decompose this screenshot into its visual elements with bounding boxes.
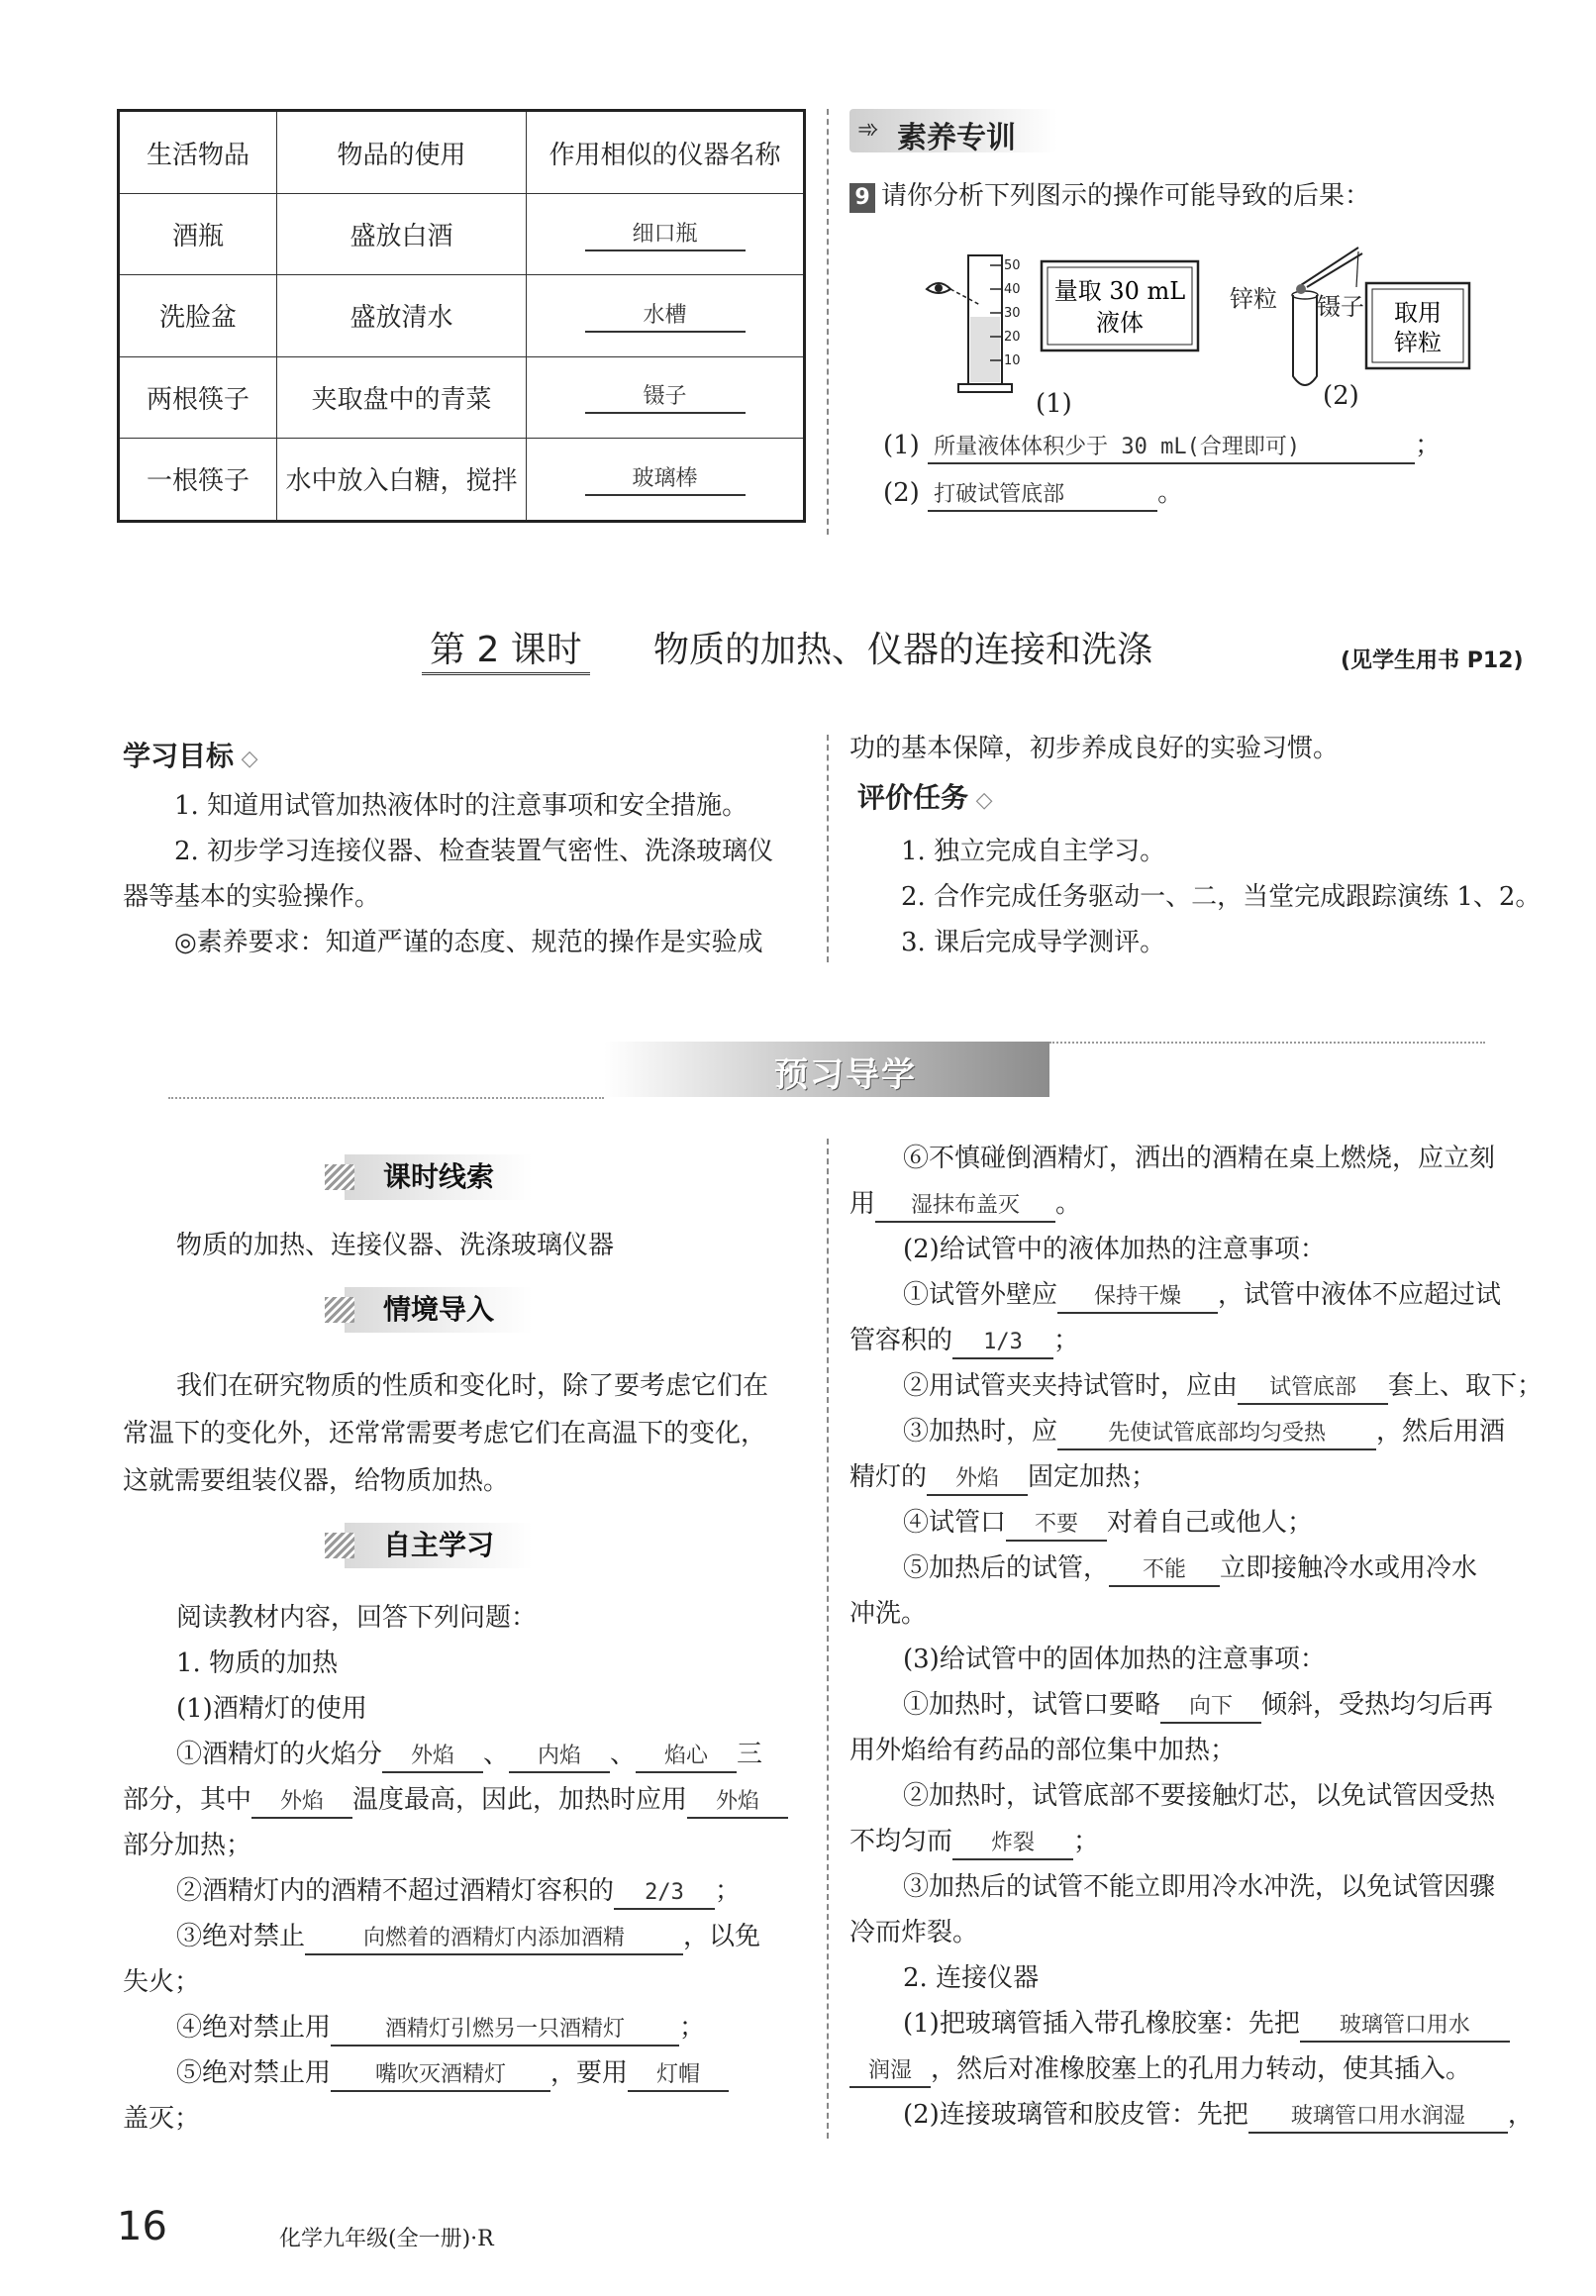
answer-2: (2) 打破试管底部 。: [883, 473, 1183, 513]
answer-blank: 向下: [1160, 1692, 1261, 1724]
text-line: 阅读教材内容，回答下列问题：: [176, 1603, 538, 1633]
clue-text: 物质的加热、连接仪器、洗涤玻璃仪器: [176, 1231, 615, 1260]
text-line: (2)连接玻璃管和胶皮管：先把 玻璃管口用水润湿 ，: [903, 2095, 1534, 2135]
arrow-icon: ➾: [857, 115, 879, 145]
table-header: 作用相似的仪器名称: [527, 111, 805, 194]
table-cell: 两根筷子: [119, 356, 277, 438]
lesson-ref: (见学生用书 P12): [1341, 649, 1524, 673]
table-cell: 酒瓶: [119, 194, 277, 275]
text-line: 部分加热；: [123, 1831, 252, 1860]
text-line: ⑤加热后的试管， 不能 立即接触冷水或用冷水: [903, 1548, 1477, 1588]
text-line: 不均匀而 炸裂 ；: [849, 1822, 1099, 1861]
text-line: ⑥不慎碰倒酒精灯，洒出的酒精在桌上燃烧，应立刻: [903, 1144, 1496, 1173]
table-cell: 夹取盘中的青菜: [277, 356, 527, 438]
task-line: 2. 合作完成任务驱动一、二，当堂完成跟踪演练 1、2。: [901, 882, 1542, 912]
answer-blank: 不能: [1109, 1555, 1220, 1587]
task-line: 1. 独立完成自主学习。: [901, 837, 1166, 866]
lesson-title: 物质的加热、仪器的连接和洗涤: [653, 630, 1153, 670]
tick-label: 20: [1004, 330, 1021, 345]
figure-measuring-cylinder: [921, 238, 1247, 416]
answer-blank: 1/3: [952, 1328, 1053, 1359]
intro-line: 我们在研究物质的性质和变化时，除了要考虑它们在: [176, 1371, 769, 1401]
column-divider: [827, 109, 829, 535]
text-line: ③加热时，应 先使试管底部均匀受热 ，然后用酒: [903, 1412, 1505, 1451]
fig1-label: (1): [1036, 389, 1072, 419]
answer-blank: 炸裂: [952, 1829, 1073, 1860]
intro-line: 常温下的变化外，还常常需要考虑它们在高温下的变化，: [123, 1419, 767, 1448]
answer-blank: 试管底部: [1238, 1373, 1388, 1405]
diamond-icon: ◇: [234, 747, 258, 771]
goal-line: 器等基本的实验操作。: [123, 882, 381, 912]
lesson-label: 第 2 课时: [422, 622, 590, 675]
text-line: 1. 物质的加热: [176, 1648, 339, 1678]
tick-label: 50: [1004, 258, 1021, 273]
text-line: (1)把玻璃管插入带孔橡胶塞：先把 玻璃管口用水: [903, 2004, 1510, 2044]
text-line: 冷而炸裂。: [849, 1918, 979, 1947]
zinc-label: 锌粒: [1230, 285, 1277, 313]
text-line: ④绝对禁止用 酒精灯引燃另一只酒精灯 ；: [176, 2008, 705, 2047]
fig1-box-line2: 液体: [1096, 309, 1144, 337]
text-line: 盖灭；: [123, 2104, 201, 2134]
text-line: ①加热时，试管口要略 向下 倾斜，受热均匀后再: [903, 1685, 1493, 1725]
answer-blank: 酒精灯引燃另一只酒精灯: [331, 2015, 679, 2046]
answer-blank: 润湿: [849, 2056, 931, 2088]
goals-heading: 学习目标 ◇: [123, 740, 258, 772]
instrument-table: [117, 109, 806, 523]
answer-blank: 灯帽: [628, 2060, 729, 2092]
table-header: 生活物品: [119, 111, 277, 194]
table-row: [119, 356, 805, 438]
book-title: 化学九年级(全一册)·R: [279, 2227, 494, 2251]
column-divider: [827, 1139, 829, 2139]
section-banner: 情境导入: [345, 1287, 533, 1333]
answer-blank: 水槽: [585, 301, 746, 333]
question-9: [849, 176, 1370, 216]
answer-blank: 打破试管底部: [928, 480, 1157, 512]
answer-blank: 外焰: [251, 1787, 352, 1819]
table-row: [119, 275, 805, 356]
answer-blank: 湿抹布盖灭: [875, 1191, 1055, 1223]
text-line: ③绝对禁止 向燃着的酒精灯内添加酒精 ，以免: [176, 1917, 760, 1956]
fig2-box-line1: 取用: [1394, 299, 1442, 327]
intro-line: 这就需要组装仪器，给物质加热。: [123, 1466, 510, 1496]
answer-blank: 镊子: [585, 382, 746, 414]
answer-blank: 玻璃管口用水: [1300, 2011, 1510, 2043]
section-banner: 自主学习: [345, 1523, 533, 1568]
text-line: ②加热时，试管底部不要接触灯芯，以免试管因受热: [903, 1781, 1496, 1811]
text-line: ④试管口 不要 对着自己或他人；: [903, 1503, 1313, 1543]
text-line: ②酒精灯内的酒精不超过酒精灯容积的 2/3 ；: [176, 1871, 741, 1911]
answer-blank: 玻璃管口用水润湿: [1248, 2102, 1508, 2134]
answer-blank: 先使试管底部均匀受热: [1057, 1419, 1376, 1450]
task-line: 3. 课后完成导学测评。: [901, 928, 1166, 957]
section-banner: 课时线索: [345, 1154, 533, 1200]
goal-line: 2. 初步学习连接仪器、检查装置气密性、洗涤玻璃仪: [174, 837, 774, 866]
answer-blank: 不要: [1006, 1510, 1107, 1542]
answer-1: (1) 所量液体体积少于 30 mL(合理即可) ；: [883, 426, 1441, 465]
table-cell: 盛放白酒: [277, 194, 527, 275]
suyang-title: 素养专训: [897, 121, 1016, 155]
preview-banner: [604, 1042, 1049, 1097]
table-cell: 洗脸盆: [119, 275, 277, 356]
text-line: ③加热后的试管不能立即用冷水冲洗，以免试管因骤: [903, 1872, 1496, 1902]
text-line: ⑤绝对禁止用 嘴吹灭酒精灯 ，要用 灯帽: [176, 2053, 729, 2093]
goal-line: ◎素养要求：知道严谨的态度、规范的操作是实验成: [174, 928, 763, 957]
diamond-icon: ◇: [968, 788, 993, 813]
tasks-heading: 评价任务 ◇: [857, 781, 993, 814]
answer-blank: 保持干燥: [1057, 1282, 1218, 1314]
table-cell: 一根筷子: [119, 438, 277, 521]
suyang-banner: [849, 109, 1057, 155]
table-row: [119, 194, 805, 275]
preview-divider-right: [1049, 1042, 1485, 1044]
question-number: 9: [849, 183, 875, 213]
text-line: 失火；: [123, 1967, 201, 1997]
answer-blank: 焰心: [636, 1742, 737, 1773]
answer-blank: 玻璃棒: [585, 464, 746, 496]
text-line: ②用试管夹夹持试管时，应由 试管底部 套上、取下；: [903, 1366, 1543, 1406]
text-line: (1)酒精灯的使用: [176, 1694, 367, 1724]
answer-blank: 嘴吹灭酒精灯: [331, 2060, 550, 2092]
goal-line: 功的基本保障，初步养成良好的实验习惯。: [849, 734, 1340, 763]
answer-blank: 细口瓶: [585, 220, 746, 251]
text-line: (3)给试管中的固体加热的注意事项：: [903, 1645, 1326, 1674]
text-line: ①酒精灯的火焰分 外焰 、 内焰 、 焰心 三: [176, 1735, 762, 1774]
text-line: ①试管外壁应 保持干燥 ，试管中液体不应超过试: [903, 1275, 1501, 1315]
answer-blank: 向燃着的酒精灯内添加酒精: [305, 1924, 683, 1955]
text-line: 冲洗。: [849, 1599, 928, 1629]
answer-blank: 外焰: [382, 1742, 483, 1773]
tick-label: 10: [1004, 353, 1021, 368]
table-cell: 水中放入白糖，搅拌: [277, 438, 527, 521]
fig2-box-line2: 锌粒: [1394, 329, 1442, 356]
question-text: 请你分析下列图示的操作可能导致的后果：: [881, 181, 1371, 211]
table-header-row: [119, 111, 805, 194]
text-line: 2. 连接仪器: [903, 1963, 1040, 1993]
text-line: 润湿 ，然后对准橡胶塞上的孔用力转动，使其插入。: [849, 2049, 1471, 2089]
text-line: 部分，其中 外焰 温度最高，因此，加热时应用 外焰: [123, 1780, 788, 1820]
column-divider: [827, 735, 829, 962]
tick-label: 30: [1004, 306, 1021, 321]
table-header: 物品的使用: [277, 111, 527, 194]
fig1-box-line1: 量取 30 mL: [1053, 277, 1186, 305]
fig2-label: (2): [1323, 381, 1359, 411]
text-line: 用外焰给有药品的部位集中加热；: [849, 1736, 1237, 1765]
answer-blank: 所量液体体积少于 30 mL(合理即可): [928, 433, 1415, 464]
preview-banner-title: 预习导学: [774, 1055, 917, 1095]
page-number: 16: [117, 2204, 167, 2249]
tick-label: 40: [1004, 282, 1021, 297]
text-line: 管容积的 1/3 ；: [849, 1321, 1079, 1360]
answer-blank: 2/3: [614, 1878, 715, 1910]
text-line: 精灯的 外焰 固定加热；: [849, 1457, 1156, 1497]
text-line: 用 湿抹布盖灭 。: [849, 1184, 1081, 1224]
answer-blank: 外焰: [687, 1787, 788, 1819]
table-row: [119, 438, 805, 521]
preview-divider-left: [168, 1097, 604, 1099]
answer-blank: 内焰: [509, 1742, 610, 1773]
tweezers-label: 镊子: [1317, 293, 1364, 321]
goal-line: 1. 知道用试管加热液体时的注意事项和安全措施。: [174, 791, 748, 821]
table-cell: 盛放清水: [277, 275, 527, 356]
answer-blank: 外焰: [927, 1464, 1028, 1496]
text-line: (2)给试管中的液体加热的注意事项：: [903, 1235, 1326, 1264]
